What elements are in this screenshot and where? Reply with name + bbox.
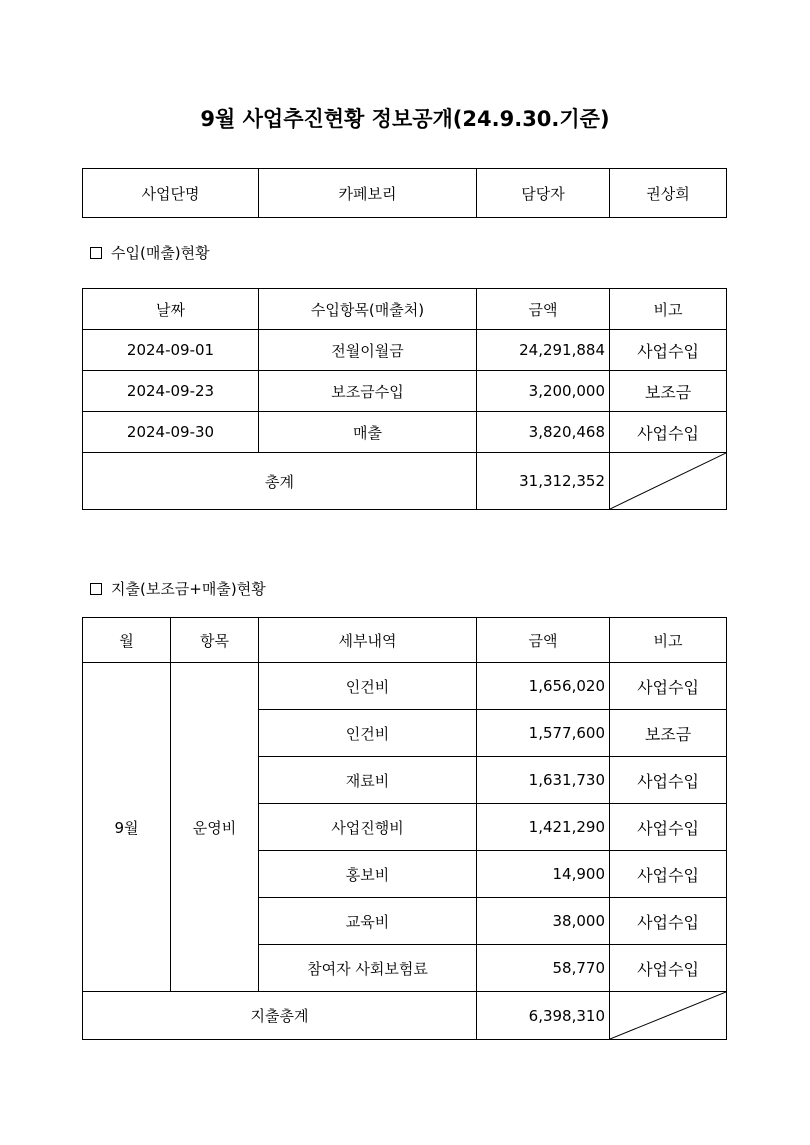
expense-amount: 58,770	[477, 945, 610, 992]
income-section-heading	[90, 242, 210, 263]
col-header-note: 비고	[610, 618, 727, 663]
col-header-detail: 세부내역	[259, 618, 477, 663]
income-total-amount: 31,312,352	[477, 453, 610, 510]
table-row	[83, 663, 727, 710]
income-amount: 3,820,468	[477, 412, 610, 453]
col-header-note: 비고	[610, 289, 727, 330]
expense-note: 사업수입	[610, 804, 727, 851]
diagonal-slash-cell	[610, 453, 727, 510]
expense-note: 보조금	[610, 710, 727, 757]
expense-note: 사업수입	[610, 945, 727, 992]
project-info-table	[82, 168, 727, 218]
expense-amount: 14,900	[477, 851, 610, 898]
col-header-category: 항목	[171, 618, 259, 663]
expense-month: 9월	[83, 663, 171, 992]
checkbox-square-icon	[90, 247, 102, 259]
expense-amount: 1,656,020	[477, 663, 610, 710]
income-heading-text: 수입(매출)현황	[111, 244, 210, 262]
expense-total-amount: 6,398,310	[477, 992, 610, 1040]
income-note: 보조금	[610, 371, 727, 412]
expense-section-heading	[90, 578, 266, 599]
expense-detail: 교육비	[259, 898, 477, 945]
income-note: 사업수입	[610, 330, 727, 371]
expense-detail: 홍보비	[259, 851, 477, 898]
income-header-row	[83, 289, 727, 330]
income-total-row	[83, 453, 727, 510]
income-item: 매출	[259, 412, 477, 453]
page-title: 9월 사업추진현황 정보공개(24.9.30.기준)	[200, 107, 610, 131]
expense-detail: 재료비	[259, 757, 477, 804]
expense-amount: 38,000	[477, 898, 610, 945]
manager-label: 담당자	[477, 169, 610, 218]
income-date: 2024-09-01	[83, 330, 259, 371]
project-name: 카페보리	[259, 169, 477, 218]
expense-amount: 1,421,290	[477, 804, 610, 851]
income-item: 전월이월금	[259, 330, 477, 371]
expense-heading-text: 지출(보조금+매출)현황	[111, 580, 266, 598]
col-header-date: 날짜	[83, 289, 259, 330]
project-label: 사업단명	[83, 169, 259, 218]
income-table	[82, 288, 727, 510]
income-amount: 24,291,884	[477, 330, 610, 371]
col-header-amount: 금액	[477, 618, 610, 663]
table-row	[83, 412, 727, 453]
expense-header-row	[83, 618, 727, 663]
expense-detail: 사업진행비	[259, 804, 477, 851]
expense-note: 사업수입	[610, 757, 727, 804]
expense-detail: 참여자 사회보험료	[259, 945, 477, 992]
expense-total-label: 지출총계	[83, 992, 477, 1040]
income-date: 2024-09-30	[83, 412, 259, 453]
expense-amount: 1,631,730	[477, 757, 610, 804]
income-total-label: 총계	[83, 453, 477, 510]
table-row	[83, 330, 727, 371]
income-amount: 3,200,000	[477, 371, 610, 412]
income-date: 2024-09-23	[83, 371, 259, 412]
income-item: 보조금수입	[259, 371, 477, 412]
checkbox-square-icon	[90, 583, 102, 595]
expense-table	[82, 617, 727, 1040]
diagonal-slash-cell	[610, 992, 727, 1040]
expense-note: 사업수입	[610, 851, 727, 898]
col-header-month: 월	[83, 618, 171, 663]
expense-amount: 1,577,600	[477, 710, 610, 757]
col-header-amount: 금액	[477, 289, 610, 330]
expense-category: 운영비	[171, 663, 259, 992]
income-note: 사업수입	[610, 412, 727, 453]
table-row	[83, 371, 727, 412]
expense-note: 사업수입	[610, 663, 727, 710]
col-header-item: 수입항목(매출처)	[259, 289, 477, 330]
expense-detail: 인건비	[259, 663, 477, 710]
manager-name: 권상희	[610, 169, 727, 218]
expense-detail: 인건비	[259, 710, 477, 757]
expense-total-row	[83, 992, 727, 1040]
expense-note: 사업수입	[610, 898, 727, 945]
